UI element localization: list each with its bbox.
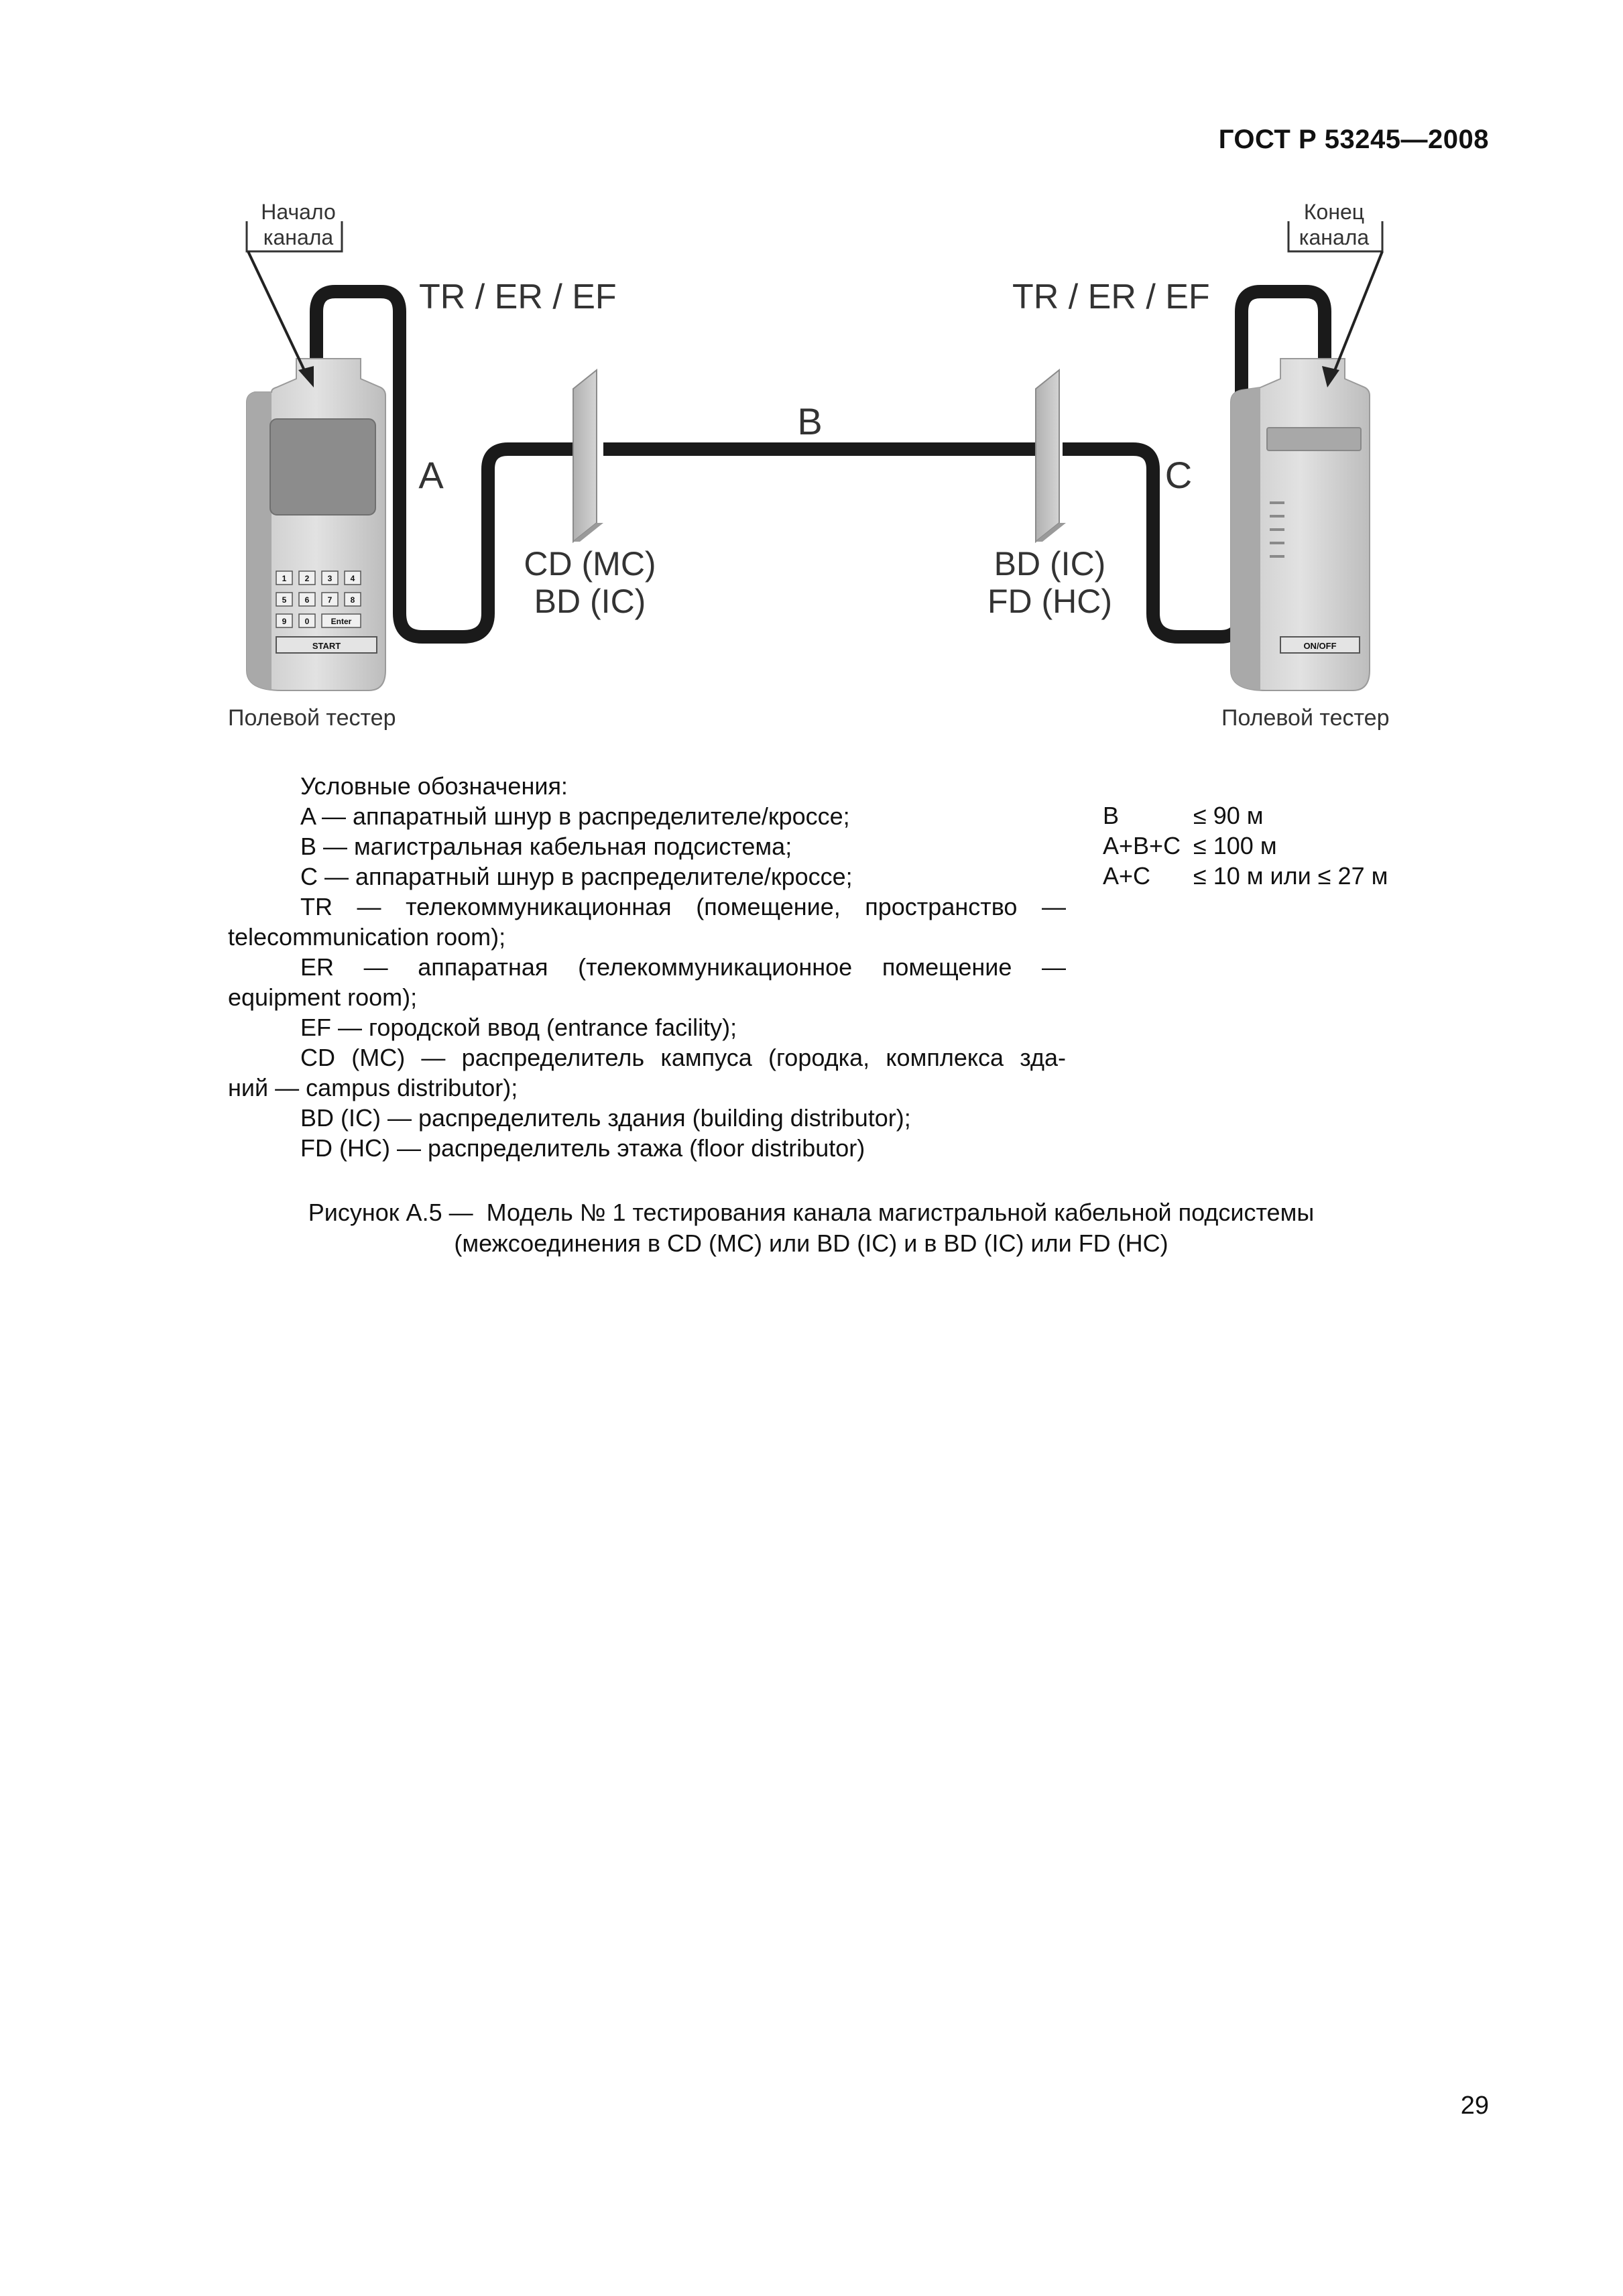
keypad-key-label: 0 xyxy=(304,617,310,626)
end-label-line2: канала xyxy=(1299,225,1370,249)
legend-item-tr-line2: telecommunication room); xyxy=(228,923,506,951)
limit-value: ≤ 10 м или ≤ 27 м xyxy=(1193,862,1388,890)
left-panel-label-2: BD (IC) xyxy=(534,583,646,620)
end-label-line1: Конец xyxy=(1303,200,1365,224)
keypad-key-label: 1 xyxy=(282,574,287,583)
limit-key: A+B+C xyxy=(1103,832,1181,859)
figure-caption xyxy=(201,1197,1421,1259)
keypad-key-label: 4 xyxy=(350,574,355,583)
right-zone-label: TR / ER / EF xyxy=(1012,278,1210,316)
legend-item-er-line1: ER — аппаратная (телекоммуникационное помещение — xyxy=(300,953,1066,981)
left-zone-label: TR / ER / EF xyxy=(419,278,617,316)
patch-panel-left xyxy=(573,370,603,542)
segment-a-label: A xyxy=(418,454,444,496)
limit-value: ≤ 90 м xyxy=(1193,802,1264,829)
field-tester-right xyxy=(1231,359,1370,690)
limit-row xyxy=(1103,800,1388,831)
document-header: ГОСТ Р 53245—2008 xyxy=(1218,125,1489,154)
onoff-button-label: ON/OFF xyxy=(1303,641,1337,651)
legend-item-cd-line1: CD (MC) — распределитель кампуса (городка, комплекса зда- xyxy=(300,1044,1066,1071)
legend-item-bd: BD (IC) — распределитель здания (building distributor); xyxy=(300,1104,911,1132)
keypad-key-label: 6 xyxy=(304,595,310,605)
right-panel-label-2: FD (HC) xyxy=(987,583,1113,620)
legend xyxy=(228,771,1066,1163)
keypad-key-label: 8 xyxy=(350,595,355,605)
limit-row xyxy=(1103,831,1388,861)
keypad-key-label: Enter xyxy=(330,617,352,626)
legend-item-er-line2: equipment room); xyxy=(228,983,418,1011)
keypad-key-label: 3 xyxy=(327,574,333,583)
figure-caption-line2: (межсоединения в CD (MC) или BD (IC) и в BD (IC) или FD (HC) xyxy=(454,1229,1168,1257)
keypad-key-label: 5 xyxy=(282,595,287,605)
end-arrow xyxy=(1331,251,1382,379)
legend-title: Условные обозначения: xyxy=(300,772,568,800)
legend-item-b: B — магистральная кабельная подсистема; xyxy=(300,833,792,860)
length-limits xyxy=(1103,800,1388,891)
patch-panel-right xyxy=(1036,370,1066,542)
channel-diagram xyxy=(201,174,1475,751)
legend-item-tr-line1: TR — телекоммуникационная (помещение, пространство — xyxy=(300,893,1066,920)
left-tester-caption: Полевой тестер xyxy=(228,705,396,731)
right-tester-caption: Полевой тестер xyxy=(1221,705,1390,731)
segment-b-label: B xyxy=(797,400,823,442)
limit-key: B xyxy=(1103,802,1120,829)
start-label-line1: Начало xyxy=(261,200,336,224)
tester-display xyxy=(1267,428,1361,450)
keypad-key-label: 7 xyxy=(327,595,333,605)
keypad-key-label: 9 xyxy=(282,617,287,626)
legend-item-ef: EF — городской ввод (entrance facility); xyxy=(300,1014,737,1041)
tester-screen xyxy=(270,419,375,515)
start-button-label: START xyxy=(312,641,341,651)
segment-c-label: C xyxy=(1164,454,1193,496)
start-label-line2: канала xyxy=(263,225,334,249)
page-number: 29 xyxy=(1460,2092,1489,2120)
legend-item-fd: FD (HC) — распределитель этажа (floor distributor) xyxy=(300,1134,865,1162)
legend-item-a: A — аппаратный шнур в распределителе/кроссе; xyxy=(300,802,850,830)
field-tester-left xyxy=(247,359,385,690)
legend-item-cd-line2: ний — campus distributor); xyxy=(228,1074,518,1101)
keypad-key-label: 2 xyxy=(304,574,310,583)
left-panel-label-1: CD (MC) xyxy=(524,545,656,583)
limit-row xyxy=(1103,861,1388,891)
right-panel-label-1: BD (IC) xyxy=(994,545,1106,583)
start-arrow xyxy=(248,251,308,379)
limit-key: A+C xyxy=(1103,862,1151,890)
legend-item-c: C — аппаратный шнур в распределителе/кроссе; xyxy=(300,863,853,890)
figure-caption-line1: Рисунок А.5 — Модель № 1 тестирования канала магистральной кабельной подсистемы xyxy=(308,1199,1315,1226)
limit-value: ≤ 100 м xyxy=(1193,832,1277,859)
